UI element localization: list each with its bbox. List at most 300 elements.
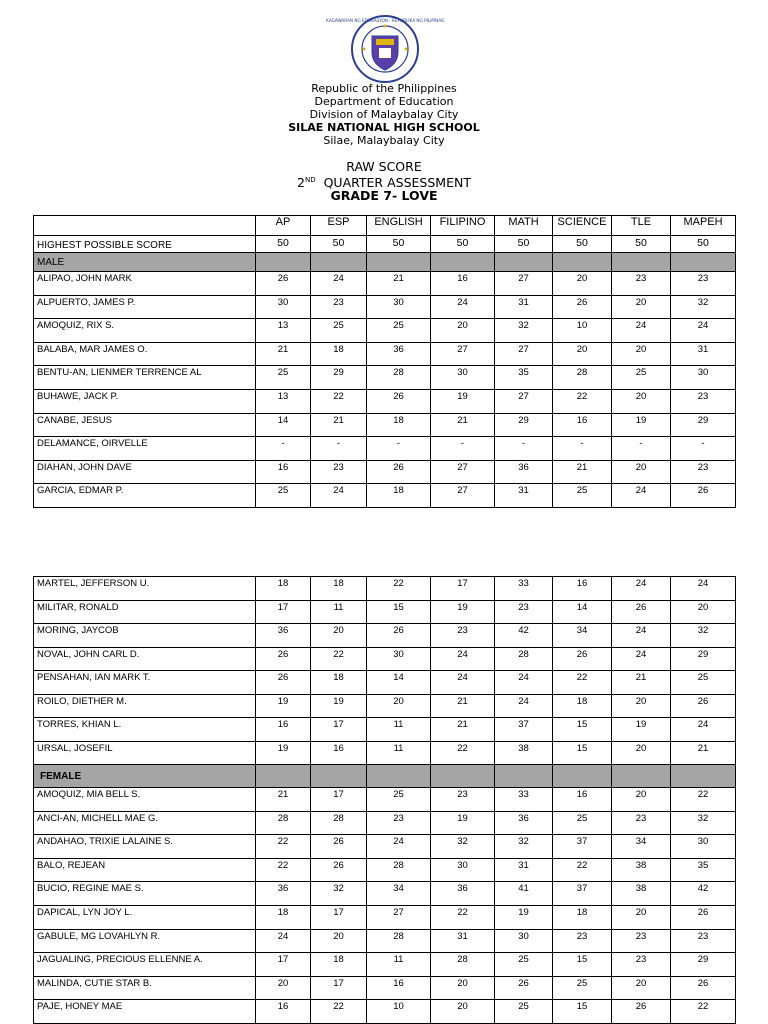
score-cell: 17: [431, 577, 495, 601]
score-cell: 23: [311, 460, 367, 484]
score-cell: -: [612, 437, 671, 461]
score-cell: 25: [495, 1000, 553, 1024]
student-name: PAJE, HONEY MAE: [34, 1000, 256, 1024]
female-section-label: FEMALE: [34, 765, 256, 788]
student-row: [34, 741, 736, 765]
score-cell: 21: [612, 671, 671, 695]
subject-header: AP: [256, 216, 311, 236]
student-name: URSAL, JOSEFIL: [34, 741, 256, 765]
student-name: BALO, REJEAN: [34, 858, 256, 882]
score-cell: 26: [671, 694, 736, 718]
score-cell: 17: [311, 718, 367, 742]
score-cell: 18: [311, 577, 367, 601]
student-name: ANDAHAO, TRIXIE LALAINE S.: [34, 835, 256, 859]
score-cell: 27: [367, 905, 431, 929]
scores-table-part1: [33, 215, 736, 508]
score-cell: 21: [671, 741, 736, 765]
score-cell: 32: [495, 319, 553, 343]
score-cell: 21: [311, 413, 367, 437]
score-cell: 25: [311, 319, 367, 343]
score-cell: -: [367, 437, 431, 461]
score-cell: 27: [431, 342, 495, 366]
score-cell: 19: [431, 811, 495, 835]
score-cell: 17: [256, 953, 311, 977]
score-cell: 26: [367, 460, 431, 484]
section-fill-cell: [671, 765, 736, 788]
score-cell: 24: [431, 647, 495, 671]
student-name: DIAHAN, JOHN DAVE: [34, 460, 256, 484]
score-cell: 26: [612, 600, 671, 624]
grade-section-title: GRADE 7- LOVE: [330, 188, 438, 203]
student-name: BENTU-AN, LIENMER TERRENCE AL: [34, 366, 256, 390]
score-cell: 29: [671, 413, 736, 437]
score-cell: 31: [671, 342, 736, 366]
score-cell: -: [495, 437, 553, 461]
score-cell: 26: [311, 835, 367, 859]
section-fill-cell: [256, 765, 311, 788]
score-cell: 24: [612, 319, 671, 343]
highest-score-label: HIGHEST POSSIBLE SCORE: [34, 236, 256, 253]
student-row: [34, 671, 736, 695]
student-row: [34, 413, 736, 437]
student-name: ROILO, DIETHER M.: [34, 694, 256, 718]
score-cell: 23: [671, 389, 736, 413]
student-row: [34, 624, 736, 648]
score-cell: 25: [256, 366, 311, 390]
score-cell: 23: [612, 953, 671, 977]
score-cell: 17: [256, 600, 311, 624]
score-cell: 24: [612, 624, 671, 648]
score-cell: 10: [367, 1000, 431, 1024]
score-cell: 25: [553, 976, 612, 1000]
score-cell: 27: [431, 484, 495, 508]
score-cell: 22: [431, 905, 495, 929]
score-cell: 26: [367, 624, 431, 648]
student-row: [34, 460, 736, 484]
score-cell: 25: [553, 811, 612, 835]
score-cell: 11: [311, 600, 367, 624]
score-cell: 23: [431, 624, 495, 648]
score-cell: 11: [367, 741, 431, 765]
student-name: ALIPAO, JOHN MARK: [34, 272, 256, 296]
student-name: NOVAL, JOHN CARL D.: [34, 647, 256, 671]
student-row: [34, 718, 736, 742]
republic-line: Republic of the Philippines: [311, 82, 457, 95]
score-cell: 21: [431, 413, 495, 437]
score-cell: 32: [671, 811, 736, 835]
score-cell: 29: [671, 953, 736, 977]
score-cell: 37: [553, 882, 612, 906]
male-section-row: [34, 253, 736, 272]
score-cell: 28: [495, 647, 553, 671]
score-cell: 37: [495, 718, 553, 742]
student-row: [34, 905, 736, 929]
score-cell: 37: [553, 835, 612, 859]
score-cell: 42: [495, 624, 553, 648]
score-cell: 19: [431, 389, 495, 413]
score-cell: 34: [553, 624, 612, 648]
score-cell: 15: [367, 600, 431, 624]
score-cell: 13: [256, 389, 311, 413]
score-cell: 23: [367, 811, 431, 835]
score-cell: 20: [431, 1000, 495, 1024]
student-row: [34, 342, 736, 366]
score-cell: 26: [256, 647, 311, 671]
score-cell: 50: [612, 236, 671, 253]
score-cell: 23: [553, 929, 612, 953]
score-cell: 50: [256, 236, 311, 253]
score-cell: 41: [495, 882, 553, 906]
score-cell: 25: [553, 484, 612, 508]
section-fill-cell: [311, 765, 367, 788]
score-cell: 32: [671, 624, 736, 648]
score-cell: 18: [311, 342, 367, 366]
student-name: DAPICAL, LYN JOY L.: [34, 905, 256, 929]
student-row: [34, 484, 736, 508]
score-cell: 36: [367, 342, 431, 366]
score-cell: 28: [367, 366, 431, 390]
score-cell: 30: [367, 647, 431, 671]
score-cell: 16: [367, 976, 431, 1000]
student-row: [34, 976, 736, 1000]
subject-header: TLE: [612, 216, 671, 236]
student-name: TORRES, KHIAN L.: [34, 718, 256, 742]
score-cell: 16: [256, 718, 311, 742]
score-cell: 28: [256, 811, 311, 835]
score-cell: 26: [256, 272, 311, 296]
student-row: [34, 788, 736, 812]
score-cell: 31: [495, 484, 553, 508]
score-cell: -: [431, 437, 495, 461]
score-cell: 20: [256, 976, 311, 1000]
column-header-row: [34, 216, 736, 236]
subject-header: SCIENCE: [553, 216, 612, 236]
score-cell: 22: [553, 671, 612, 695]
score-cell: 29: [311, 366, 367, 390]
score-cell: 15: [553, 718, 612, 742]
score-cell: 28: [311, 811, 367, 835]
score-cell: 18: [367, 413, 431, 437]
score-cell: 36: [495, 460, 553, 484]
score-cell: 19: [431, 600, 495, 624]
score-cell: 18: [311, 671, 367, 695]
score-cell: 19: [612, 413, 671, 437]
score-cell: 21: [256, 788, 311, 812]
student-name: ANCI-AN, MICHELL MAE G.: [34, 811, 256, 835]
subject-header: ESP: [311, 216, 367, 236]
score-cell: 23: [612, 811, 671, 835]
score-cell: 36: [431, 882, 495, 906]
section-fill-cell: [495, 765, 553, 788]
score-cell: 20: [612, 389, 671, 413]
score-cell: 25: [671, 671, 736, 695]
score-cell: 20: [431, 976, 495, 1000]
score-cell: 28: [367, 929, 431, 953]
score-cell: 20: [612, 460, 671, 484]
score-cell: 26: [553, 295, 612, 319]
score-cell: 27: [495, 389, 553, 413]
score-cell: 14: [367, 671, 431, 695]
score-cell: 22: [311, 1000, 367, 1024]
section-fill-cell: [431, 765, 495, 788]
score-cell: 10: [553, 319, 612, 343]
score-cell: 20: [612, 741, 671, 765]
score-cell: 20: [367, 694, 431, 718]
score-cell: 50: [311, 236, 367, 253]
highest-possible-score-row: [34, 236, 736, 253]
score-cell: -: [311, 437, 367, 461]
score-cell: 24: [671, 718, 736, 742]
score-cell: 27: [431, 460, 495, 484]
student-row: [34, 811, 736, 835]
score-cell: -: [256, 437, 311, 461]
score-cell: 18: [256, 577, 311, 601]
raw-score-title: RAW SCORE: [346, 159, 422, 174]
score-cell: 20: [431, 319, 495, 343]
score-cell: 22: [671, 1000, 736, 1024]
score-cell: 26: [612, 1000, 671, 1024]
score-cell: 20: [612, 905, 671, 929]
score-cell: 27: [495, 342, 553, 366]
score-cell: 24: [256, 929, 311, 953]
score-cell: 21: [367, 272, 431, 296]
score-cell: 50: [553, 236, 612, 253]
score-cell: 22: [367, 577, 431, 601]
score-cell: 21: [256, 342, 311, 366]
score-cell: 29: [495, 413, 553, 437]
deped-seal-logo: [326, 14, 444, 84]
score-cell: 14: [553, 600, 612, 624]
student-row: [34, 953, 736, 977]
score-cell: 16: [256, 1000, 311, 1024]
score-cell: 30: [256, 295, 311, 319]
score-cell: 22: [311, 647, 367, 671]
score-cell: 16: [431, 272, 495, 296]
score-cell: 24: [671, 577, 736, 601]
score-cell: 18: [553, 905, 612, 929]
score-cell: 22: [431, 741, 495, 765]
score-cell: 20: [612, 976, 671, 1000]
score-cell: 33: [495, 788, 553, 812]
score-cell: 26: [553, 647, 612, 671]
score-cell: 38: [612, 858, 671, 882]
section-fill-cell: [553, 765, 612, 788]
section-fill-cell: [431, 253, 495, 272]
score-cell: 34: [367, 882, 431, 906]
score-cell: 17: [311, 788, 367, 812]
score-cell: 17: [311, 905, 367, 929]
score-cell: 19: [256, 741, 311, 765]
score-cell: 31: [495, 295, 553, 319]
score-cell: 36: [256, 624, 311, 648]
score-cell: 16: [553, 788, 612, 812]
section-fill-cell: [256, 253, 311, 272]
score-cell: 21: [431, 694, 495, 718]
student-name: BALABA, MAR JAMES O.: [34, 342, 256, 366]
score-cell: 24: [612, 577, 671, 601]
score-cell: 18: [311, 953, 367, 977]
section-fill-cell: [367, 253, 431, 272]
score-cell: 20: [612, 694, 671, 718]
score-cell: 42: [671, 882, 736, 906]
score-cell: 50: [367, 236, 431, 253]
score-cell: 16: [256, 460, 311, 484]
student-row: [34, 882, 736, 906]
score-cell: 22: [553, 858, 612, 882]
score-cell: 28: [553, 366, 612, 390]
score-cell: 24: [431, 671, 495, 695]
score-cell: 16: [553, 577, 612, 601]
score-cell: 20: [311, 624, 367, 648]
score-cell: 28: [367, 858, 431, 882]
score-cell: 17: [311, 976, 367, 1000]
score-cell: 32: [311, 882, 367, 906]
score-cell: 13: [256, 319, 311, 343]
student-row: [34, 319, 736, 343]
score-cell: 35: [671, 858, 736, 882]
student-name: PENSAHAN, IAN MARK T.: [34, 671, 256, 695]
school-name: SILAE NATIONAL HIGH SCHOOL: [288, 121, 480, 134]
student-name: ALPUERTO, JAMES P.: [34, 295, 256, 319]
quarter-rest: QUARTER ASSESSMENT: [315, 175, 471, 191]
score-cell: 24: [671, 319, 736, 343]
score-cell: 23: [311, 295, 367, 319]
score-cell: 24: [495, 671, 553, 695]
score-cell: -: [671, 437, 736, 461]
score-cell: 22: [671, 788, 736, 812]
score-cell: 26: [495, 976, 553, 1000]
score-cell: 24: [612, 484, 671, 508]
header-blank-cell: [34, 216, 256, 236]
section-fill-cell: [311, 253, 367, 272]
student-name: MILITAR, RONALD: [34, 600, 256, 624]
student-name: DELAMANCE, OIRVELLE: [34, 437, 256, 461]
score-cell: 34: [612, 835, 671, 859]
score-cell: 24: [495, 694, 553, 718]
student-name: MALINDA, CUTIE STAR B.: [34, 976, 256, 1000]
score-cell: 26: [671, 976, 736, 1000]
student-name: JAGUALING, PRECIOUS ELLENNE A.: [34, 953, 256, 977]
male-section-label: MALE: [34, 253, 256, 272]
score-cell: 18: [367, 484, 431, 508]
section-fill-cell: [495, 253, 553, 272]
score-cell: 25: [495, 953, 553, 977]
student-row: [34, 272, 736, 296]
student-name: AMOQUIZ, MIA BELL S.: [34, 788, 256, 812]
score-cell: 38: [495, 741, 553, 765]
score-cell: 14: [256, 413, 311, 437]
score-cell: 22: [553, 389, 612, 413]
section-fill-cell: [553, 253, 612, 272]
score-cell: 22: [256, 858, 311, 882]
student-row: [34, 1000, 736, 1024]
division-line: Division of Malaybalay City: [309, 108, 459, 121]
student-name: BUHAWE, JACK P.: [34, 389, 256, 413]
score-cell: 36: [256, 882, 311, 906]
score-cell: 30: [431, 366, 495, 390]
section-fill-cell: [612, 765, 671, 788]
score-cell: 50: [495, 236, 553, 253]
score-cell: 11: [367, 718, 431, 742]
score-cell: 11: [367, 953, 431, 977]
score-cell: 24: [311, 484, 367, 508]
score-cell: 20: [612, 295, 671, 319]
quarter-superscript: ND: [305, 176, 316, 184]
student-row: [34, 389, 736, 413]
female-section-row: [34, 765, 736, 788]
score-cell: 25: [367, 319, 431, 343]
scores-table-part2: [33, 576, 736, 1024]
department-line: Department of Education: [314, 95, 454, 108]
score-cell: 25: [367, 788, 431, 812]
score-cell: 19: [495, 905, 553, 929]
student-row: [34, 295, 736, 319]
student-row: [34, 577, 736, 601]
student-name: MARTEL, JEFFERSON U.: [34, 577, 256, 601]
student-row: [34, 694, 736, 718]
quarter-number: 2: [297, 175, 305, 191]
score-cell: 30: [671, 835, 736, 859]
score-cell: 26: [311, 858, 367, 882]
student-row: [34, 366, 736, 390]
student-row: [34, 858, 736, 882]
score-cell: 23: [671, 929, 736, 953]
student-name: GABULE, MG LOVAHLYN R.: [34, 929, 256, 953]
score-cell: 23: [431, 788, 495, 812]
score-cell: 26: [671, 905, 736, 929]
score-cell: 15: [553, 953, 612, 977]
score-cell: 25: [612, 366, 671, 390]
score-cell: 20: [671, 600, 736, 624]
score-cell: 20: [612, 788, 671, 812]
score-cell: 22: [311, 389, 367, 413]
score-cell: 24: [612, 647, 671, 671]
score-cell: 19: [256, 694, 311, 718]
score-cell: -: [553, 437, 612, 461]
score-cell: 29: [671, 647, 736, 671]
score-cell: 23: [612, 929, 671, 953]
score-cell: 31: [495, 858, 553, 882]
score-cell: 23: [671, 460, 736, 484]
score-cell: 22: [256, 835, 311, 859]
score-cell: 26: [671, 484, 736, 508]
student-name: BUCIO, REGINE MAE S.: [34, 882, 256, 906]
score-cell: 23: [671, 272, 736, 296]
subject-header: MATH: [495, 216, 553, 236]
score-cell: 32: [671, 295, 736, 319]
score-cell: 31: [431, 929, 495, 953]
score-cell: 20: [553, 342, 612, 366]
score-cell: 24: [431, 295, 495, 319]
student-name: GARCIA, EDMAR P.: [34, 484, 256, 508]
score-cell: 23: [612, 272, 671, 296]
score-cell: 50: [431, 236, 495, 253]
score-cell: 30: [495, 929, 553, 953]
score-cell: 25: [256, 484, 311, 508]
score-cell: 26: [367, 389, 431, 413]
score-cell: 16: [311, 741, 367, 765]
score-cell: 27: [495, 272, 553, 296]
score-cell: 20: [553, 272, 612, 296]
score-cell: 36: [495, 811, 553, 835]
score-cell: 19: [311, 694, 367, 718]
score-cell: 21: [431, 718, 495, 742]
score-cell: 28: [431, 953, 495, 977]
student-name: CANABE, JESUS: [34, 413, 256, 437]
score-cell: 15: [553, 1000, 612, 1024]
score-cell: 33: [495, 577, 553, 601]
score-cell: 38: [612, 882, 671, 906]
